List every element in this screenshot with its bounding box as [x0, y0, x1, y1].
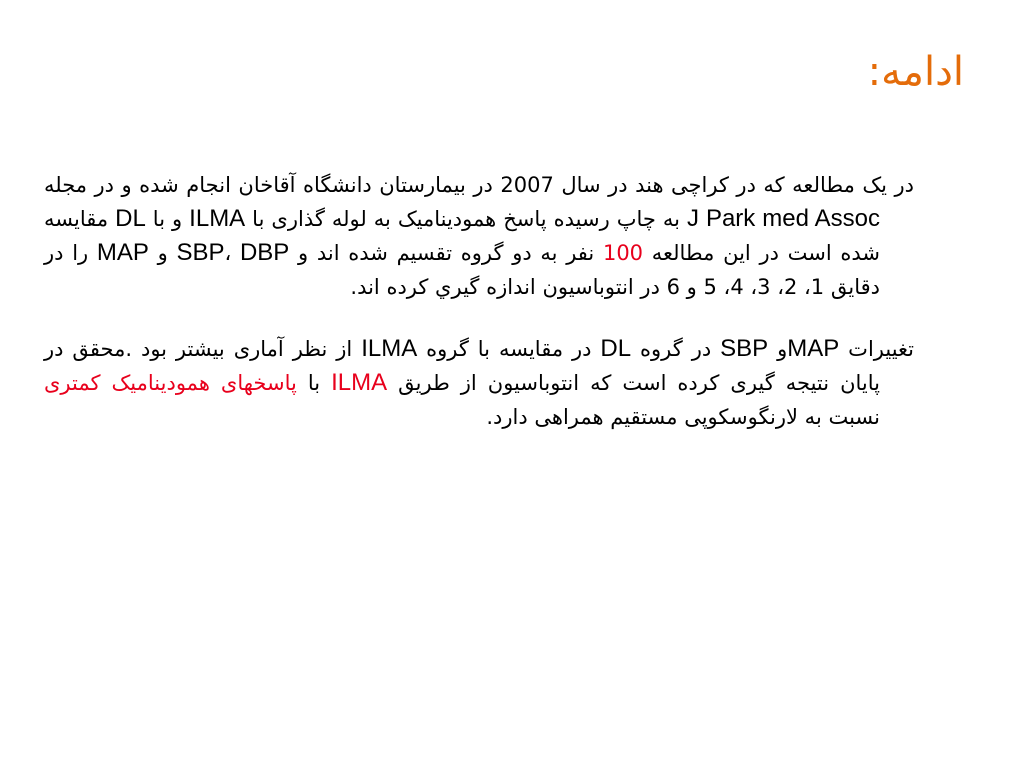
paragraph-results	[44, 332, 914, 434]
sbp-term: SBP	[720, 335, 769, 362]
ilma-highlight: ILMA	[331, 369, 388, 396]
ilma-term: ILMA	[361, 335, 418, 362]
p2-text-2: و	[768, 337, 788, 361]
p1-text-4: مقایسه شده است در این مطالعه	[44, 207, 881, 265]
p1-text-5: نفر به دو گروه تقسیم شده اند و	[289, 241, 603, 265]
p1-text-7: را در دقایق 1، 2، 3، 4، 5 و 6 در انتوباسیون اندازه گيري کرده اند.	[44, 241, 880, 299]
p1-separator: ،	[224, 241, 240, 265]
p1-text-1: در یک مطالعه که در کراچی هند در سال 2007 در بیمارستان دانشگاه آقاخان انجام شده و در مجله	[44, 173, 914, 197]
p2-text-4: در مقایسه با گروه	[417, 337, 601, 361]
p1-text-2: به چاپ رسیده پاسخ همودینامیک به لوله گذاری با	[245, 207, 687, 231]
hemodynamic-highlight: پاسخهای همودینامیک کمتری	[44, 371, 297, 395]
map-term: MAP	[787, 335, 840, 362]
slide-title: ادامه:	[867, 49, 964, 95]
dbp-term: DBP	[239, 239, 290, 266]
p1-text-6: و	[148, 241, 177, 265]
p2-text-5: از نظر آماری بیشتر بود .محقق در پایان نتیجه گیری کرده است که انتوباسیون از طریق	[44, 337, 881, 395]
p2-text-3: در گروه	[631, 337, 721, 361]
paragraph-study-description	[44, 168, 914, 304]
map-term: MAP	[96, 239, 149, 266]
p1-text-3: و با	[145, 207, 190, 231]
journal-name: J Park med Assoc	[686, 205, 880, 232]
slide-body	[44, 168, 914, 462]
ilma-term: ILMA	[189, 205, 246, 232]
participant-count: 100	[602, 241, 644, 265]
sbp-term: SBP	[176, 239, 225, 266]
dl-term: DL	[600, 335, 632, 362]
dl-term: DL	[115, 205, 146, 232]
p2-text-6: با	[296, 371, 332, 395]
p2-text-1: تغییرات	[839, 337, 915, 361]
p2-text-7: نسبت به لارنگوسکوپی مستقیم همراهی دارد.	[486, 405, 880, 429]
